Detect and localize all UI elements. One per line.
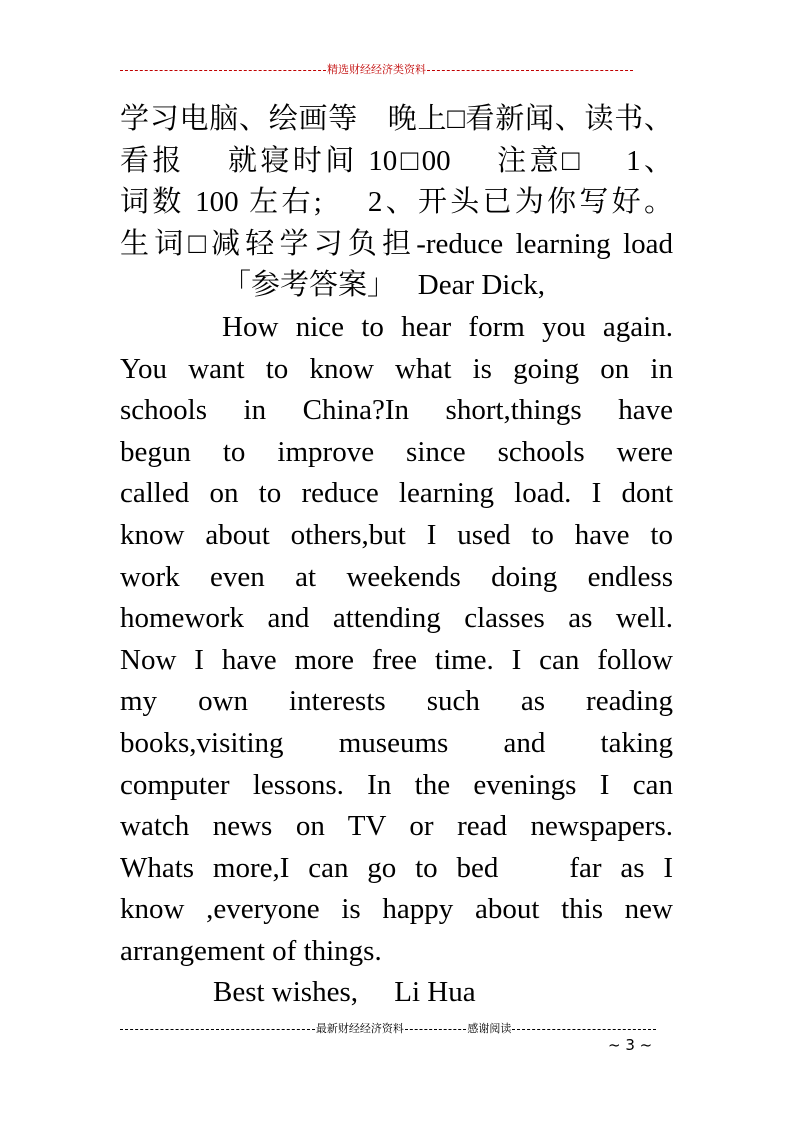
- footer-rule-left: [120, 1029, 315, 1030]
- body-line: called on to reduce learning load. I dont: [120, 477, 673, 510]
- body-line: work even at weekends doing endless: [120, 560, 673, 593]
- header-title: 精选财经经济类资料: [327, 63, 426, 76]
- body-line: You want to know what is going on in: [120, 352, 673, 385]
- body-line: my own interests such as reading: [120, 685, 673, 718]
- body-line: arrangement of things.: [120, 934, 382, 967]
- body-line: 生词□减轻学习负担-reduce learning load: [120, 227, 673, 260]
- body-line: 词数 100 左右; 2、开头已为你写好。: [120, 186, 673, 219]
- body-line: 看报 就寝时间 10□00 注意□ 1、: [120, 144, 673, 177]
- header-rule-left: [120, 70, 326, 71]
- header-rule-right: [427, 70, 633, 71]
- document-body: [120, 99, 673, 1014]
- body-line: homework and attending classes as well.: [120, 602, 673, 635]
- body-line: know about others,but I used to have to: [120, 518, 673, 551]
- footer-rule-right: [512, 1029, 656, 1030]
- letter-closing: Best wishes, Li Hua: [213, 976, 476, 1009]
- page-header: [120, 61, 633, 77]
- page-number: ~ 3 ~: [608, 1036, 653, 1054]
- footer-rule-middle: [405, 1029, 467, 1030]
- body-line: know ,everyone is happy about this new: [120, 893, 673, 926]
- page-footer: [120, 1020, 656, 1036]
- body-line: begun to improve since schools were: [120, 435, 673, 468]
- footer-right-text: 感谢阅读: [467, 1022, 512, 1035]
- footer-left-text: 最新财经经济资料: [315, 1022, 404, 1035]
- body-line: watch news on TV or read newspapers.: [120, 810, 673, 843]
- body-line: schools in China?In short,things have: [120, 394, 673, 427]
- body-line: 学习电脑、绘画等 晚上□看新闻、读书、: [120, 103, 673, 135]
- body-line: computer lessons. In the evenings I can: [120, 768, 673, 801]
- body-line: How nice to hear form you again.: [222, 310, 673, 343]
- body-line: books,visiting museums and taking: [120, 726, 673, 759]
- body-line: Whats more,I can go to bed far as I: [120, 851, 673, 884]
- body-line: Now I have more free time. I can follow: [120, 643, 673, 676]
- letter-salutation: 「参考答案」 Dear Dick,: [222, 269, 545, 302]
